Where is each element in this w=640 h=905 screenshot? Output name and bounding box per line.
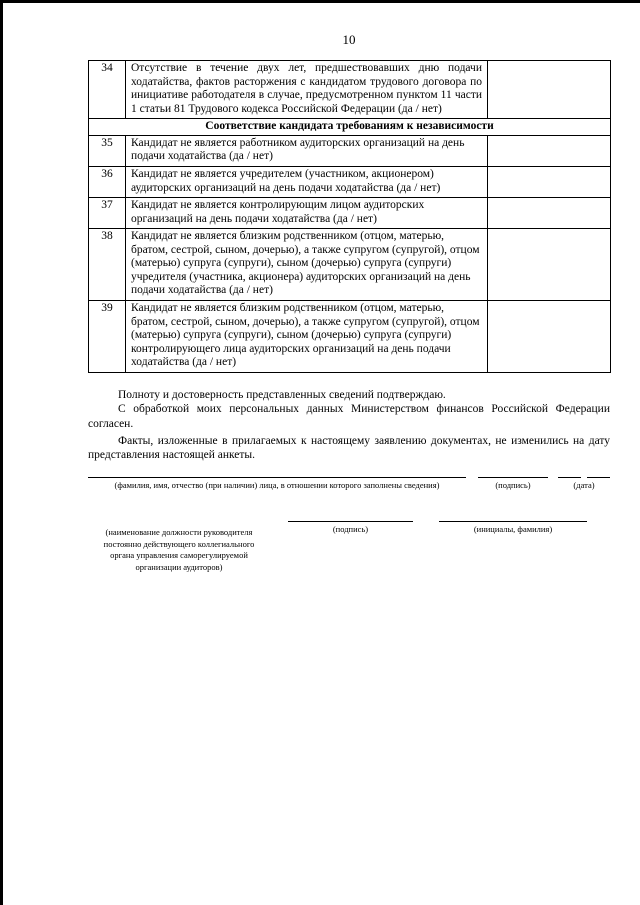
paragraph-consent: С обработкой моих персональных данных Министерством финансов Российской Федерации согласен. xyxy=(88,403,610,430)
signature-field-head-sign xyxy=(288,521,413,535)
row-number: 36 xyxy=(89,166,126,197)
row-value-cell xyxy=(488,229,611,301)
section-header: Соответствие кандидата требованиям к независимости xyxy=(89,119,611,136)
row-number: 35 xyxy=(89,135,126,166)
row-number: 37 xyxy=(89,198,126,229)
signature-block-person xyxy=(88,477,610,491)
row-number: 39 xyxy=(89,301,126,373)
signature-caption-position: (наименование должности руководителя постоянно действующего коллегиального органа управления саморегулируемой организации аудиторов) xyxy=(103,527,255,572)
table-row xyxy=(89,301,611,373)
signature-line-name xyxy=(88,477,466,478)
signature-field-sign xyxy=(478,477,548,491)
signature-caption-date: (дата) xyxy=(573,479,595,490)
row-value-cell xyxy=(488,166,611,197)
table-row xyxy=(89,61,611,119)
row-text: Кандидат не является учредителем (участником, акционером) аудиторских организаций на день подачи ходатайства (да / нет) xyxy=(126,166,488,197)
signature-line-date-segment xyxy=(558,477,581,478)
signature-line-head-sign xyxy=(288,521,413,522)
signature-field-position xyxy=(98,521,260,573)
signature-field-initials xyxy=(439,521,587,535)
table-row xyxy=(89,166,611,197)
scan-border-top xyxy=(0,0,640,3)
row-text: Кандидат не является близким родственником (отцом, матерью, братом, сестрой, сыном, дочерью), а также супругом (супругой), отцом (матерью) супруга (супруги), сыном (дочерью) супруга (супруги) контролирующего лица аудиторских организаций на день подачи ходатайства (да / нет) xyxy=(126,301,488,373)
signature-field-name xyxy=(88,477,466,491)
signature-line-initials xyxy=(439,521,587,522)
signature-caption-head-sign: (подпись) xyxy=(332,524,369,535)
row-text: Отсутствие в течение двух лет, предшествовавших дню подачи ходатайства, фактов расторжения с кандидатом трудового договора по инициативе работодателя в случае, предусмотренном пунктом 11 части 1 статьи 81 Трудового кодекса Российской Федерации (да / нет) xyxy=(126,61,488,119)
signature-line-sign xyxy=(478,477,548,478)
closing-paragraphs xyxy=(88,388,610,463)
signature-field-date xyxy=(558,477,610,491)
row-text: Кандидат не является близким родственником (отцом, матерью, братом, сестрой, сыном, дочерью), а также супругом (супругой), отцом (матерью) супруга (супруги), сыном (дочерью) супруга (супруги) учредителя (участника, акционера) аудиторских организаций на день подачи ходатайства (да / нет) xyxy=(126,229,488,301)
row-value-cell xyxy=(488,301,611,373)
signature-block-head xyxy=(88,521,610,573)
signature-caption-sign: (подпись) xyxy=(495,479,531,490)
page-number: 10 xyxy=(342,32,356,47)
signature-line-date xyxy=(558,477,610,478)
row-value-cell xyxy=(488,198,611,229)
row-number: 34 xyxy=(89,61,126,119)
paragraph-confirmation: Полноту и достоверность представленных сведений подтверждаю. xyxy=(118,388,446,401)
row-value-cell xyxy=(488,135,611,166)
row-text: Кандидат не является работником аудиторских организаций на день подачи ходатайства (да / нет) xyxy=(126,135,488,166)
row-number: 38 xyxy=(89,229,126,301)
document-page xyxy=(88,32,610,573)
requirements-table-body xyxy=(89,61,611,373)
table-row xyxy=(89,229,611,301)
signature-line-date-segment xyxy=(587,477,610,478)
row-value-cell xyxy=(488,61,611,119)
signature-caption-initials: (инициалы, фамилия) xyxy=(473,524,553,535)
section-header-row xyxy=(89,119,611,136)
requirements-table xyxy=(88,60,611,373)
paragraph-facts: Факты, изложенные в прилагаемых к настоящему заявлению документах, не изменились на дату представления настоящей анкеты. xyxy=(88,434,610,462)
signature-caption-name: (фамилия, имя, отчество (при наличии) лица, в отношении которого заполнены сведения) xyxy=(114,479,440,490)
scan-border-left xyxy=(0,0,3,905)
table-row xyxy=(89,198,611,229)
table-row xyxy=(89,135,611,166)
row-text: Кандидат не является контролирующим лицом аудиторских организаций на день подачи ходатайства (да / нет) xyxy=(126,198,488,229)
